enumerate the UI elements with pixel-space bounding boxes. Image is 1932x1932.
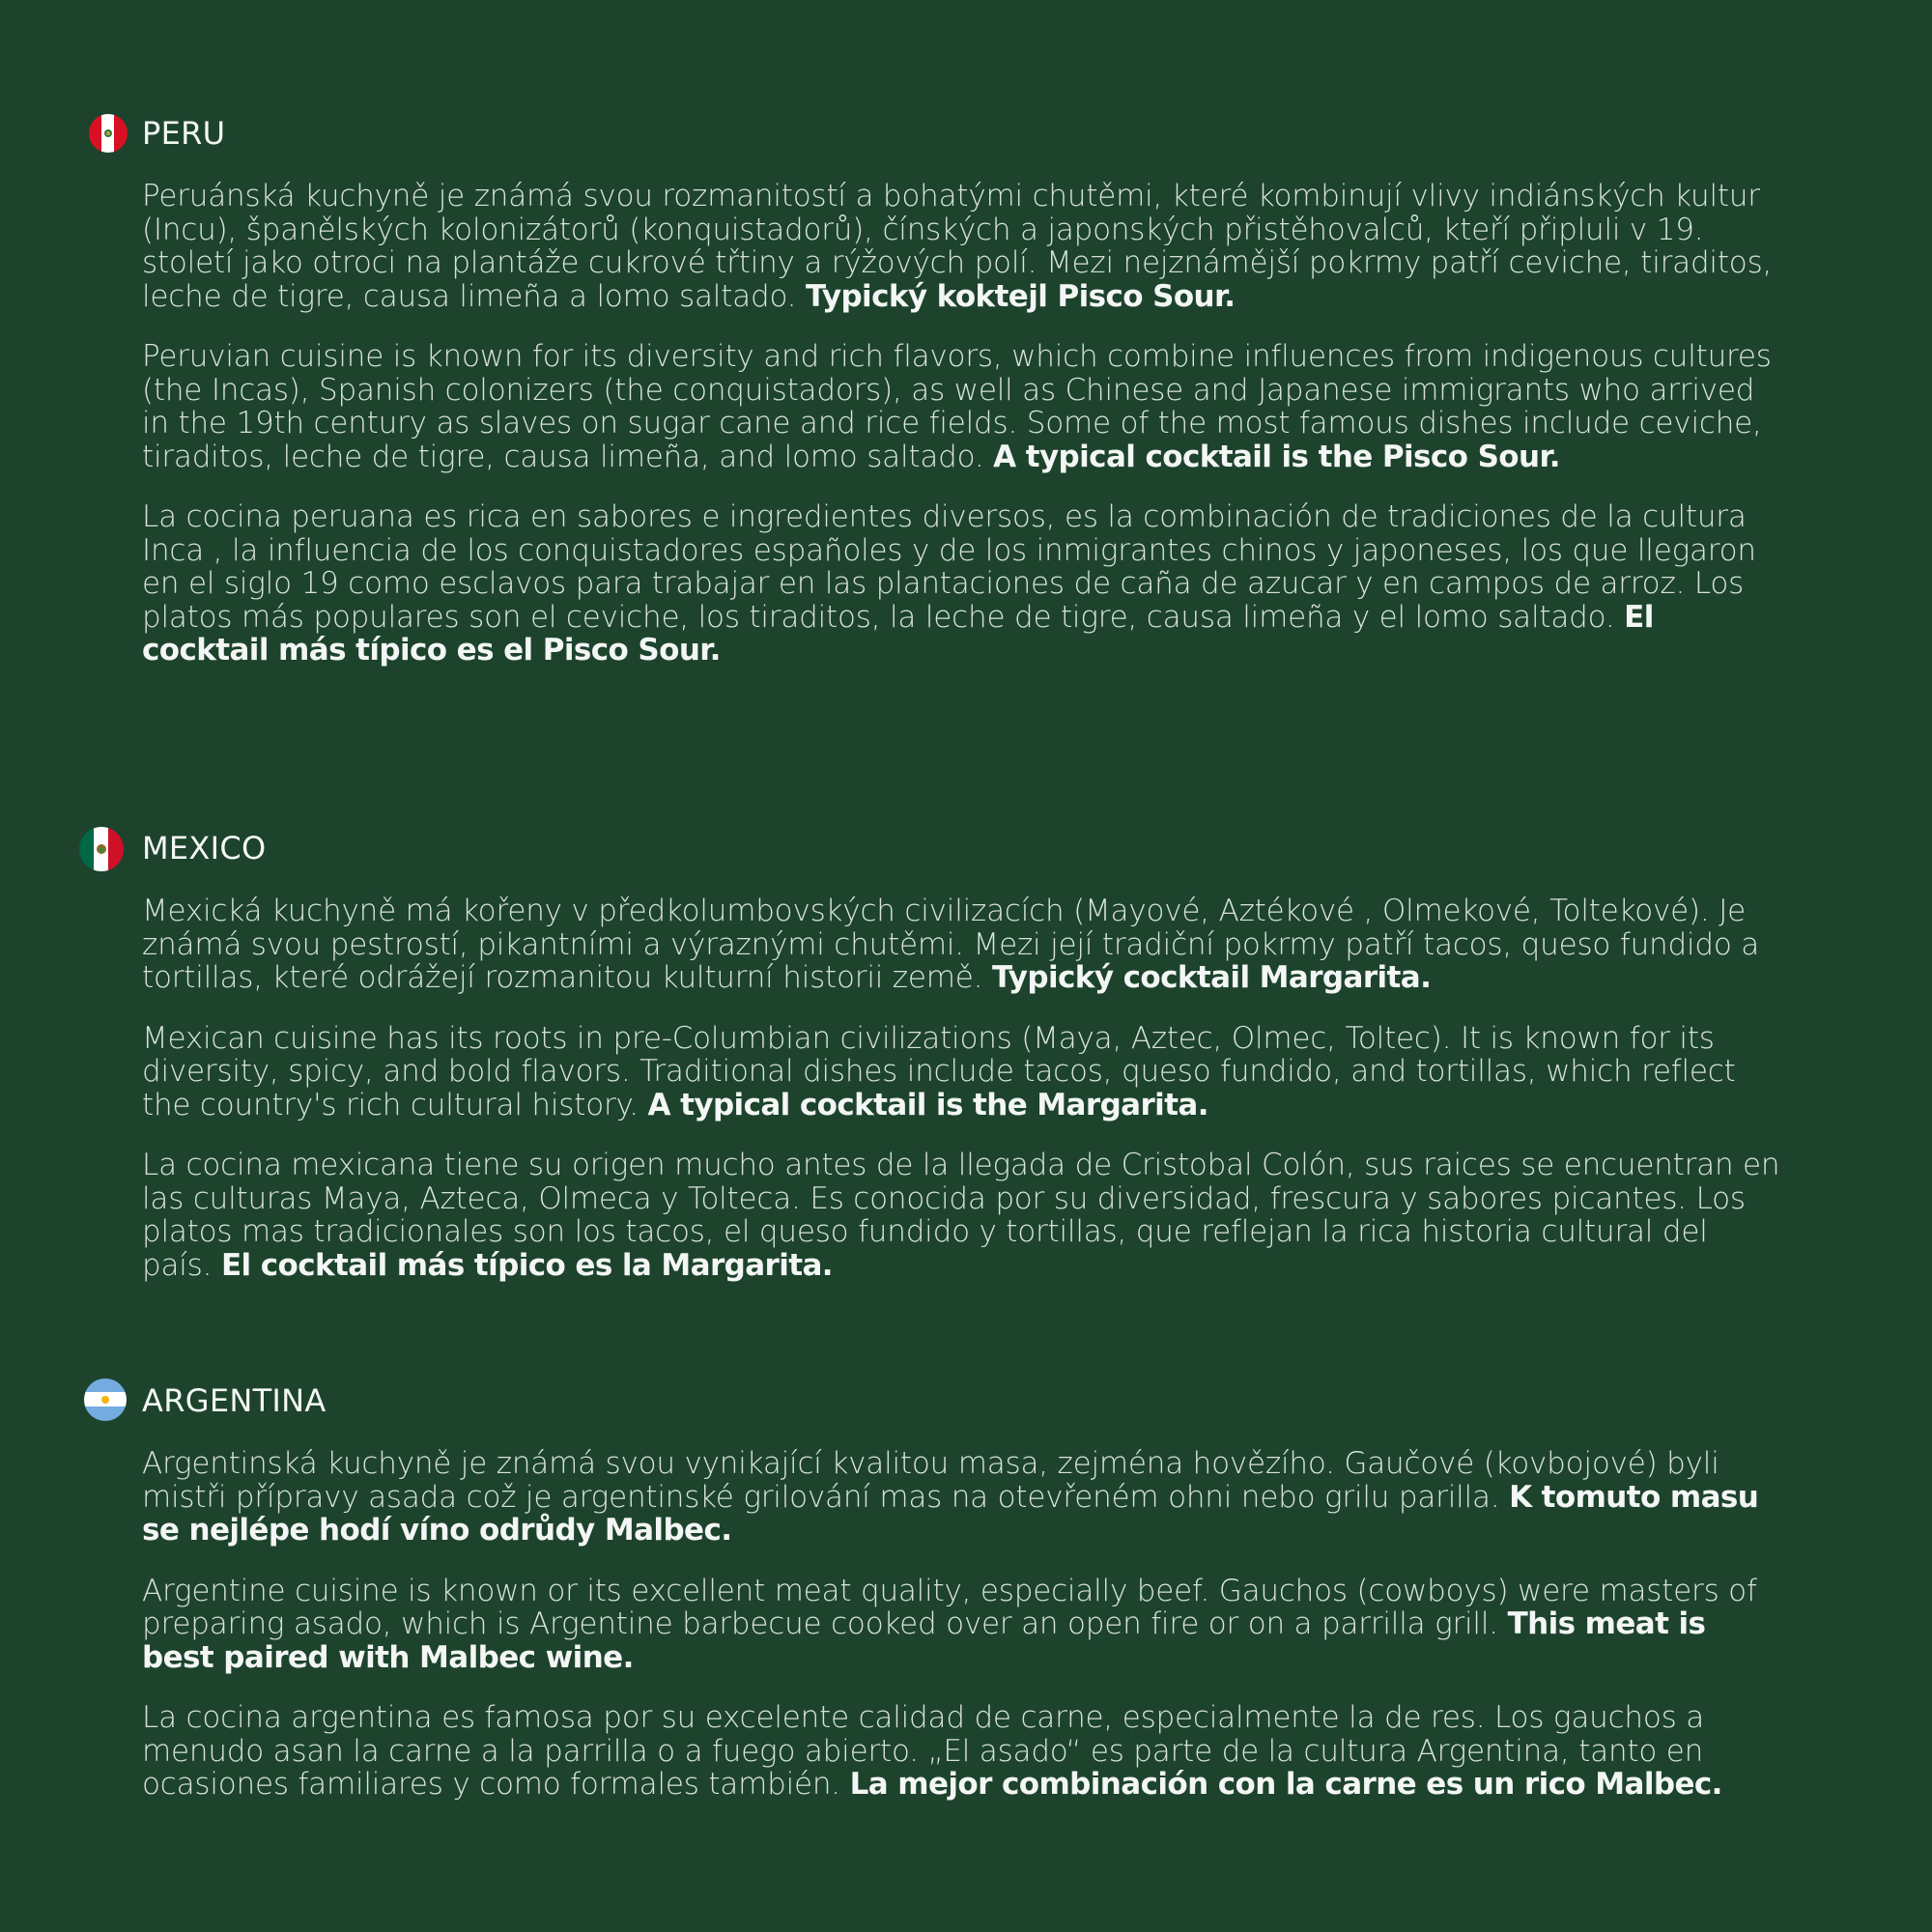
paragraph-english bbox=[142, 1022, 1784, 1122]
paragraph-spanish bbox=[142, 1701, 1784, 1802]
country-title: PERU bbox=[142, 115, 226, 152]
paragraph-text: Peruánská kuchyně je známá svou rozmanitostí a bohatými chutěmi, které kombinují vlivy indiánských kultur (Incu), španělských kolonizátorů (konquistadorů), čínských a japonských přistěhovalců, kteří připluli v 19. století jako otroci na plantáže cukrové třtiny a rýžových polí. Mezi nejznámější pokrmy patří ceviche, tiraditos, leche de tigre, causa limeña a lomo saltado. bbox=[142, 179, 1773, 314]
mexico-flag-icon bbox=[79, 827, 124, 871]
paragraph-czech bbox=[142, 180, 1784, 313]
paragraph-text: Argentinská kuchyně je známá svou vynikající kvalitou masa, zejména hovězího. Gaučové (kovbojové) byli mistři přípravy asada což je argentinské grilování mas na otevřeném ohni nebo grilu parilla. bbox=[142, 1446, 1719, 1515]
paragraph-text: Peruvian cuisine is known for its diversity and rich flavors, which combine influences from indigenous cultures (the Incas), Spanish colonizers (the conquistadors), as well as Chinese and Japanese immigrants who arrived in the 19th century as slaves on sugar cane and rice fields. Some of the most famous dishes include ceviche, tiraditos, leche de tigre, causa limeña, and lomo saltado. bbox=[142, 339, 1772, 474]
paragraph-text: La cocina argentina es famosa por su excelente calidad de carne, especialmente la de res. Los gauchos a menudo asan la carne a la parrilla o a fuego abierto. „El asado“ es parte de la cultura Argentina, tanto en ocasiones familiares y como formales también. bbox=[142, 1700, 1705, 1802]
paragraph-highlight: A typical cocktail is the Margarita. bbox=[647, 1087, 1208, 1122]
paragraphs bbox=[142, 895, 1784, 1309]
paragraph-text: Argentine cuisine is known or its excellent meat quality, especially beef. Gauchos (cowboys) were masters of preparing asado, which is Argentine barbecue cooked over an open fire or on a parrilla grill. bbox=[142, 1573, 1757, 1641]
argentina-flag-icon bbox=[84, 1378, 127, 1421]
paragraph-highlight: This meat is best paired with Malbec wine. bbox=[142, 1606, 1706, 1675]
paragraph-highlight: Typický koktejl Pisco Sour. bbox=[805, 278, 1236, 314]
section-heading bbox=[0, 823, 1932, 879]
section-heading bbox=[0, 108, 1932, 164]
paragraph-highlight: Typický cocktail Margarita. bbox=[991, 960, 1432, 995]
paragraph-czech bbox=[142, 1447, 1784, 1548]
paragraphs bbox=[142, 180, 1784, 695]
paragraph-highlight: A typical cocktail is the Pisco Sour. bbox=[993, 439, 1560, 474]
paragraph-text: La cocina mexicana tiene su origen mucho antes de la llegada de Cristobal Colón, sus raices se encuentran en las culturas Maya, Azteca, Olmeca y Tolteca. Es conocida por su diversidad, frescura y sabores picantes. Los platos mas tradicionales son los tacos, el queso fundido y tortillas, que reflejan la rica historia cultural del país. bbox=[142, 1148, 1780, 1283]
paragraph-text: La cocina peruana es rica en sabores e ingredientes diversos, es la combinación de tradiciones de la cultura Inca , la influencia de los conquistadores españoles y de los inmigrantes chinos y japoneses, los que llegaron en el siglo 19 como esclavos para trabajar en las plantaciones de caña de azucar y en campos de arroz. Los platos más populares son el ceviche, los tiraditos, la leche de tigre, causa limeña y el lomo saltado. bbox=[142, 499, 1756, 635]
country-title: ARGENTINA bbox=[142, 1382, 327, 1419]
paragraph-highlight: La mejor combinación con la carne es un rico Malbec. bbox=[849, 1767, 1722, 1802]
paragraph-highlight: K tomuto masu se nejlépe hodí víno odrůdy Malbec. bbox=[142, 1479, 1759, 1548]
paragraphs bbox=[142, 1447, 1784, 1829]
paragraph-highlight: El cocktail más típico es la Margarita. bbox=[220, 1247, 833, 1283]
paragraph-english bbox=[142, 340, 1784, 473]
paragraph-text: Mexická kuchyně má kořeny v předkolumbovských civilizacích (Mayové, Aztékové , Olmekové, Toltekové). Je známá svou pestrostí, pikantními a výraznými chutěmi. Mezi její tradiční pokrmy patří tacos, queso fundido a tortillas, které odrážejí rozmanitou kulturní historii země. bbox=[142, 894, 1760, 995]
paragraph-spanish bbox=[142, 1149, 1784, 1282]
section-argentina bbox=[0, 1376, 1932, 1802]
section-mexico bbox=[0, 823, 1932, 1283]
paragraph-highlight: El cocktail más típico es el Pisco Sour. bbox=[142, 599, 1654, 668]
paragraph-spanish bbox=[142, 500, 1784, 668]
paragraph-english bbox=[142, 1575, 1784, 1675]
section-heading bbox=[0, 1376, 1932, 1432]
paragraph-czech bbox=[142, 895, 1784, 995]
peru-flag-icon bbox=[89, 114, 128, 153]
country-title: MEXICO bbox=[142, 830, 267, 867]
paragraph-text: Mexican cuisine has its roots in pre-Columbian civilizations (Maya, Aztec, Olmec, Toltec). It is known for its diversity, spicy, and bold flavors. Traditional dishes include tacos, queso fundido, and tortillas, which reflect the country's rich cultural history. bbox=[142, 1020, 1736, 1122]
section-peru bbox=[0, 108, 1932, 668]
